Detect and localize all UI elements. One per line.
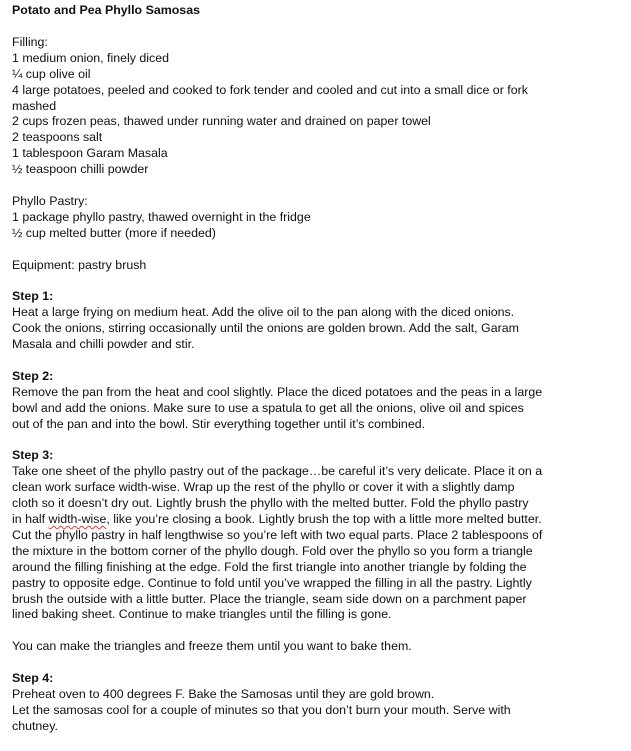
pastry-item: ½ cup melted butter (more if needed) xyxy=(12,225,216,240)
step-4-section xyxy=(12,671,612,735)
step-heading: Step 2: xyxy=(12,368,54,383)
step-line: the mixture in the bottom corner of the phyllo dough. Fold over the phyllo so you form a triangle xyxy=(12,543,533,558)
filling-section xyxy=(12,35,612,178)
step-line: Remove the pan from the heat and cool slightly. Place the diced potatoes and the peas in a large xyxy=(12,384,543,399)
step-line: around the filling finishing at the edge. Fold the first triangle into another triangle by folding the xyxy=(12,559,527,574)
recipe-title: Potato and Pea Phyllo Samosas xyxy=(12,3,200,17)
step-1-section xyxy=(12,289,612,353)
step-3-section xyxy=(12,448,612,655)
step-line: Masala and chilli powder and stir. xyxy=(12,337,195,352)
spellcheck-word: width-wise xyxy=(48,512,107,527)
step-note: You can make the triangles and freeze them until you want to bake them. xyxy=(12,639,412,654)
filling-item: mashed xyxy=(12,98,57,113)
pastry-label: Phyllo Pastry: xyxy=(12,193,88,208)
step-line: clean work surface width-wise. Wrap up the rest of the phyllo or cover it with a slightly damp xyxy=(12,480,515,495)
filling-label: Filling: xyxy=(12,34,48,49)
filling-item: ¼ cup olive oil xyxy=(12,66,91,81)
step-line: Preheat oven to 400 degrees F. Bake the Samosas until they are gold brown. xyxy=(12,686,435,701)
filling-item: ½ teaspoon chilli powder xyxy=(12,162,149,177)
step-line: lined baking sheet. Continue to make triangles until the filling is gone. xyxy=(12,607,392,622)
step-line: bowl and add the onions. Make sure to use a spatula to get all the onions, olive oil and spices xyxy=(12,400,524,415)
step-line: pastry to opposite edge. Continue to fold until you’ve wrapped the filling in all the pastry. Lightly xyxy=(12,575,532,590)
step-line: Heat a large frying on medium heat. Add the olive oil to the pan along with the diced onions. xyxy=(12,305,515,320)
step-line: cloth so it doesn’t dry out. Lightly brush the phyllo with the melted butter. Fold the phyllo pastry xyxy=(12,496,529,511)
pastry-item: 1 package phyllo pastry, thawed overnight in the fridge xyxy=(12,209,311,224)
filling-item: 1 tablespoon Garam Masala xyxy=(12,146,168,161)
step-line-with-spellcheck: in half width-wise, like you’re closing a book. Lightly brush the top with a little more melted butter. xyxy=(12,512,542,527)
step-heading: Step 4: xyxy=(12,671,54,686)
step-heading: Step 3: xyxy=(12,448,54,463)
step-line: Let the samosas cool for a couple of minutes so that you don’t burn your mouth. Serve with xyxy=(12,702,511,717)
equipment-line: Equipment: pastry brush xyxy=(12,257,147,272)
step-line: Cook the onions, stirring occasionally until the onions are golden brown. Add the salt, Garam xyxy=(12,321,519,336)
step-line: Take one sheet of the phyllo pastry out of the package…be careful it’s very delicate. Place it on a xyxy=(12,464,543,479)
step-line: brush the outside with a little butter. Place the triangle, seam side down on a parchment paper xyxy=(12,591,527,606)
filling-item: 4 large potatoes, peeled and cooked to fork tender and cooled and cut into a small dice or fork xyxy=(12,82,528,97)
step-line: chutney. xyxy=(12,718,58,733)
step-line: Cut the phyllo pastry in half lengthwise so you’re left with two equal parts. Place 2 tablespoons of xyxy=(12,527,543,542)
step-heading: Step 1: xyxy=(12,289,54,304)
step-line: out of the pan and into the bowl. Stir everything together until it’s combined. xyxy=(12,416,426,431)
filling-item: 1 medium onion, finely diced xyxy=(12,50,170,65)
pastry-section xyxy=(12,194,612,242)
step-2-section xyxy=(12,369,612,433)
filling-item: 2 cups frozen peas, thawed under running water and drained on paper towel xyxy=(12,114,431,129)
filling-item: 2 teaspoons salt xyxy=(12,130,103,145)
